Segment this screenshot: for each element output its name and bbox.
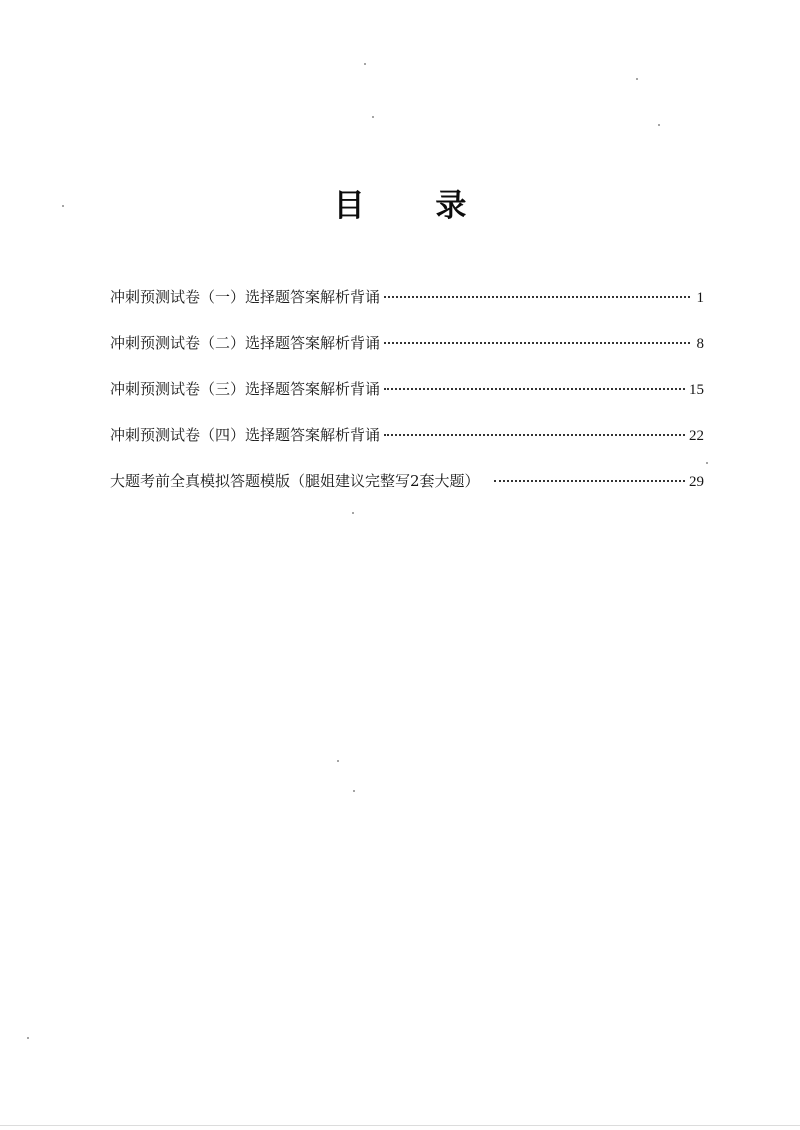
scan-speck xyxy=(706,462,708,464)
toc-entry-label: 冲刺预测试卷（四）选择题答案解析背诵 xyxy=(110,426,381,444)
page-bottom-edge xyxy=(0,1125,800,1126)
toc-entry-label: 冲刺预测试卷（二）选择题答案解析背诵 xyxy=(110,334,381,352)
toc-entry[interactable] xyxy=(110,425,704,471)
toc-entry[interactable] xyxy=(110,287,704,333)
dot-leader xyxy=(384,382,685,390)
scan-speck xyxy=(636,78,638,80)
scan-speck xyxy=(62,205,64,207)
toc-page-number: 22 xyxy=(689,428,704,444)
scan-speck xyxy=(337,760,339,762)
toc-entry[interactable] xyxy=(110,333,704,379)
dot-leader xyxy=(384,336,690,344)
dot-leader xyxy=(384,290,690,298)
toc-entry-label: 大题考前全真模拟答题模版（腿姐建议完整写2套大题） xyxy=(110,472,480,490)
toc-page-number: 29 xyxy=(689,474,704,490)
toc-entry[interactable] xyxy=(110,471,704,517)
toc-page-number: 8 xyxy=(696,336,704,352)
dot-leader xyxy=(384,428,685,436)
scan-speck xyxy=(27,1037,29,1039)
toc-entry-label: 冲刺预测试卷（一）选择题答案解析背诵 xyxy=(110,288,381,306)
toc-title: 目 录 xyxy=(333,188,497,224)
toc-entry-label: 冲刺预测试卷（三）选择题答案解析背诵 xyxy=(110,380,381,398)
scan-speck xyxy=(352,512,354,514)
scan-speck xyxy=(658,124,660,126)
dot-leader xyxy=(494,474,685,482)
scan-speck xyxy=(372,116,374,118)
table-of-contents xyxy=(110,287,704,517)
scan-speck xyxy=(364,63,366,65)
toc-entry[interactable] xyxy=(110,379,704,425)
toc-page-number: 15 xyxy=(689,382,704,398)
scan-speck xyxy=(353,790,355,792)
toc-page-number: 1 xyxy=(696,290,704,306)
